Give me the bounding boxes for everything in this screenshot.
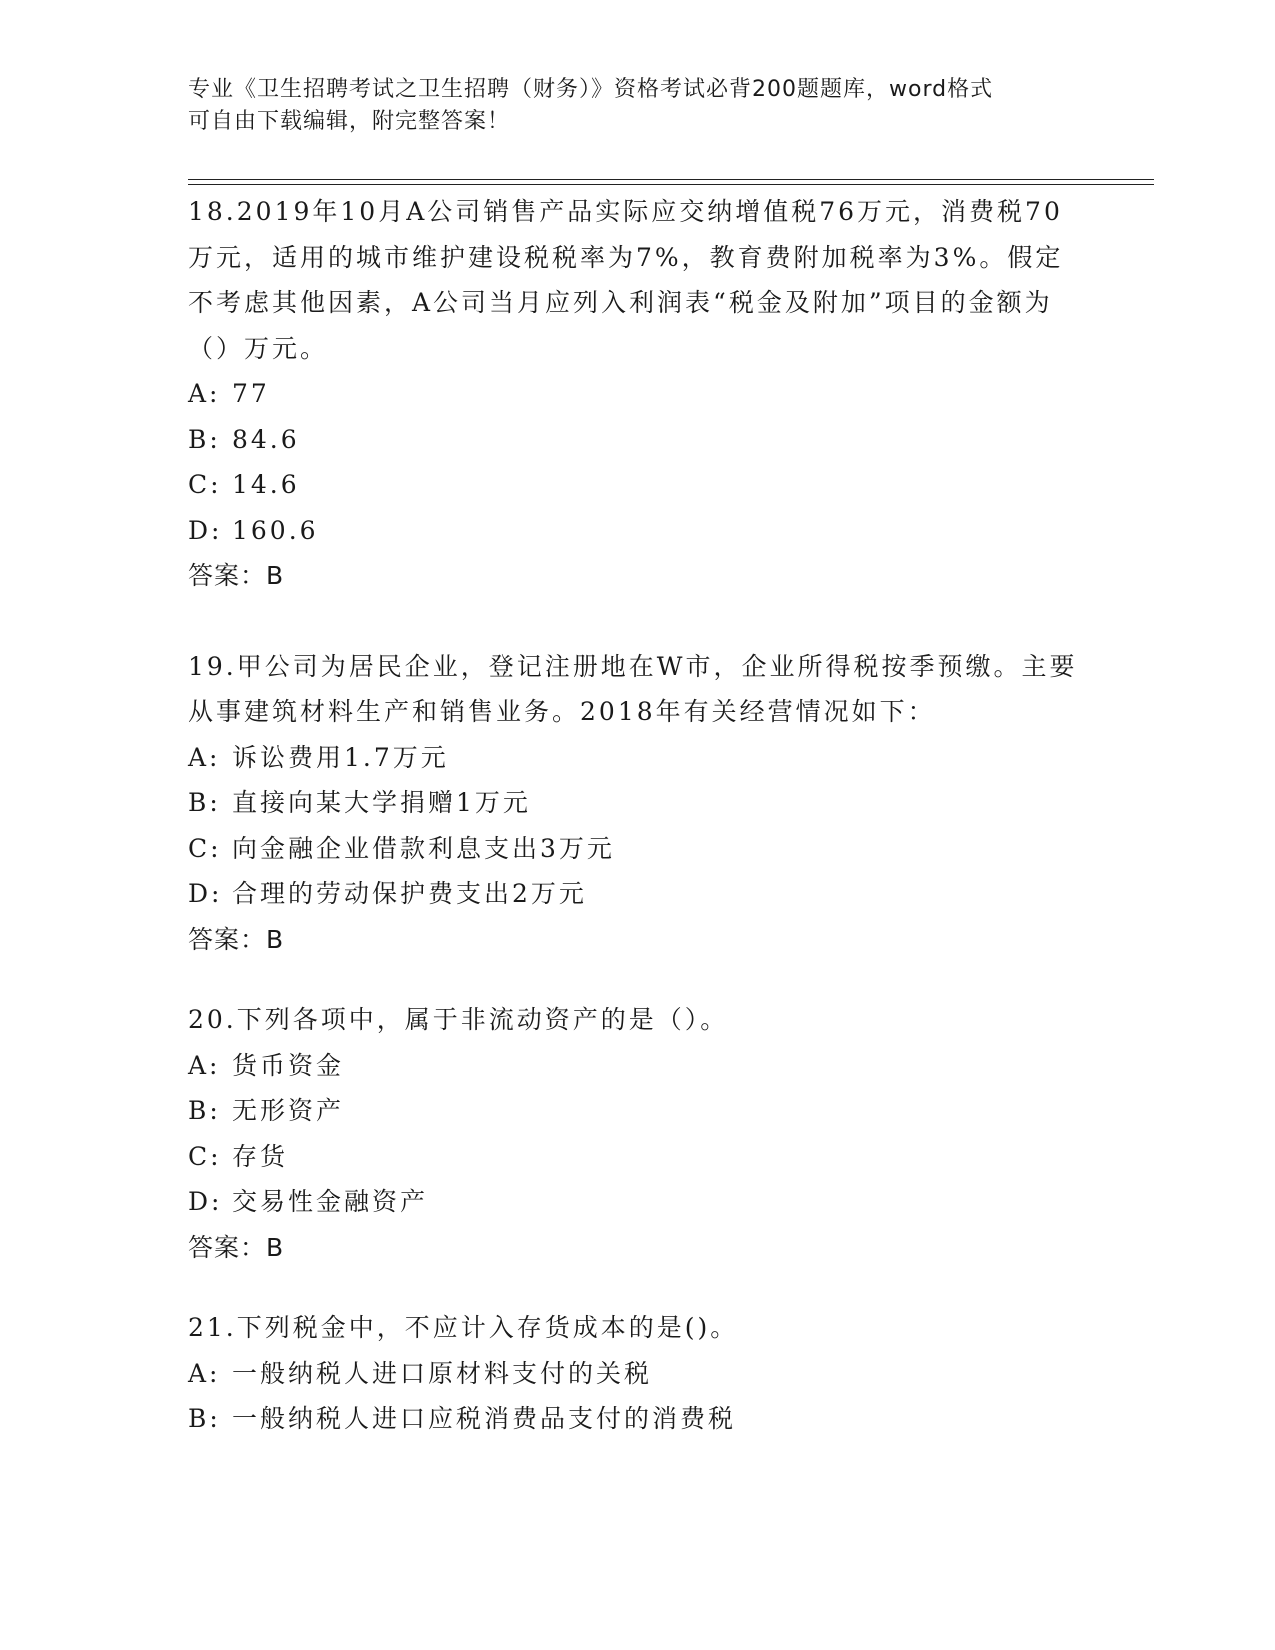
option-c <box>188 462 1088 508</box>
option-text: 合理的劳动保护费支出2万元 <box>232 879 587 908</box>
option-text: 直接向某大学捐赠1万元 <box>232 788 531 817</box>
option-text: 向金融企业借款利息支出3万元 <box>232 833 615 863</box>
header-divider-bottom <box>188 184 1154 185</box>
option-letter: A: <box>188 379 221 408</box>
option-text: 160.6 <box>232 515 319 545</box>
spacer <box>188 1270 1088 1305</box>
header-line-2: 可自由下载编辑，附完整答案！ <box>188 109 511 134</box>
document-header <box>188 74 1088 138</box>
option-letter: A: <box>188 1358 221 1388</box>
option-b <box>188 417 1088 463</box>
question-text: 18.2019年10月A公司销售产品实际应交纳增值税76万元，消费税70万元，适用的城市维护建设税税率为7%，教育费附加税率为3%。假定不考虑其他因素，A公司当月应列入利润表“税金及附加”项目的金额为（）万元。 <box>188 197 1064 363</box>
option-letter: B: <box>188 788 221 817</box>
option-a <box>188 1351 1088 1397</box>
option-text: 诉讼费用1.7万元 <box>232 742 449 772</box>
option-b <box>188 1396 1088 1442</box>
option-c <box>188 1134 1088 1180</box>
option-text: 存货 <box>232 1141 289 1171</box>
option-text: 货币资金 <box>232 1050 345 1080</box>
question-list <box>188 189 1088 1442</box>
option-text: 一般纳税人进口原材料支付的关税 <box>232 1358 653 1388</box>
option-text: 14.6 <box>232 470 300 499</box>
option-text: 无形资产 <box>232 1096 345 1125</box>
question-text: 19.甲公司为居民企业，登记注册地在W市，企业所得税按季预缴。主要从事建筑材料生产和销售业务。2018年有关经营情况如下： <box>188 651 1078 726</box>
option-b <box>188 780 1088 826</box>
option-d <box>188 871 1088 917</box>
option-letter: D: <box>188 515 223 545</box>
option-b <box>188 1088 1088 1134</box>
spacer <box>188 962 1088 997</box>
option-d <box>188 1179 1088 1225</box>
question-text: 21.下列税金中，不应计入存货成本的是()。 <box>188 1313 739 1342</box>
answer: 答案：B <box>188 561 285 590</box>
option-letter: B: <box>188 1404 221 1433</box>
question-21 <box>188 1305 1088 1442</box>
option-a <box>188 1043 1088 1089</box>
option-letter: C: <box>188 470 222 499</box>
option-letter: D: <box>188 1187 223 1216</box>
option-letter: B: <box>188 424 221 454</box>
option-text: 84.6 <box>232 424 300 454</box>
question-20 <box>188 997 1088 1270</box>
option-letter: A: <box>188 1050 221 1080</box>
option-letter: C: <box>188 1141 222 1171</box>
header-line-1: 专业《卫生招聘考试之卫生招聘（财务）》资格考试必背200题题库，word格式 <box>188 77 994 102</box>
option-letter: B: <box>188 1096 221 1125</box>
question-18 <box>188 189 1088 599</box>
answer: 答案：B <box>188 1232 285 1262</box>
option-letter: C: <box>188 833 222 863</box>
option-a <box>188 371 1088 417</box>
answer: 答案：B <box>188 924 285 954</box>
header-divider-top <box>188 179 1154 180</box>
option-letter: A: <box>188 742 221 772</box>
option-d <box>188 508 1088 554</box>
option-text: 一般纳税人进口应税消费品支付的消费税 <box>232 1404 737 1433</box>
question-text: 20.下列各项中，属于非流动资产的是（）。 <box>188 1005 729 1034</box>
option-text: 77 <box>232 379 270 408</box>
option-a <box>188 735 1088 781</box>
option-text: 交易性金融资产 <box>232 1187 429 1216</box>
spacer <box>188 599 1088 644</box>
option-letter: D: <box>188 879 223 908</box>
option-c <box>188 826 1088 872</box>
question-19 <box>188 644 1088 963</box>
